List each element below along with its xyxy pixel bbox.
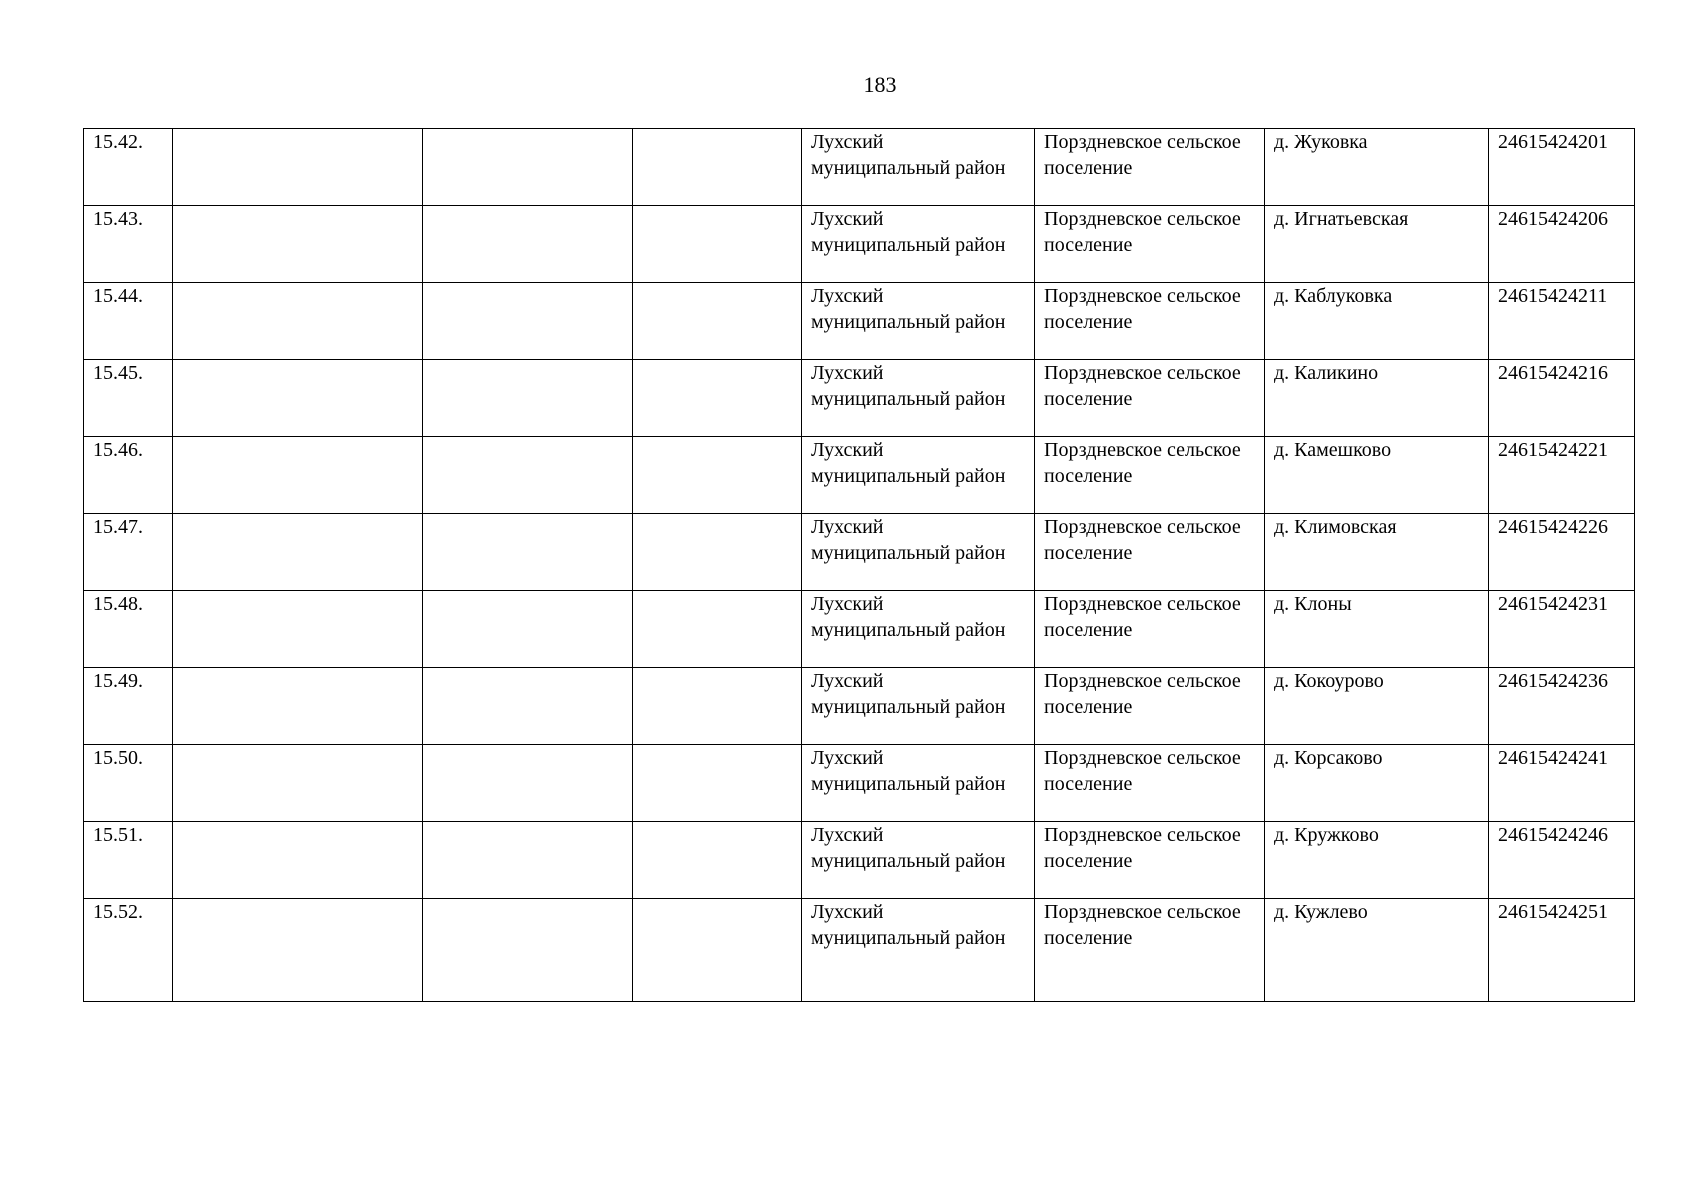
table-row [84, 360, 1635, 437]
row-number-cell: 15.45. [84, 360, 173, 437]
okato-code-cell: 24615424231 [1489, 591, 1635, 668]
empty-cell [173, 360, 423, 437]
village-cell: д. Кружково [1265, 822, 1489, 899]
settlement-cell: Порздневское сельское поселение [1035, 206, 1265, 283]
okato-code-cell: 24615424246 [1489, 822, 1635, 899]
empty-cell [423, 360, 633, 437]
empty-cell [173, 129, 423, 206]
okato-code-cell: 24615424236 [1489, 668, 1635, 745]
empty-cell [173, 668, 423, 745]
empty-cell [423, 514, 633, 591]
okato-code-cell: 24615424201 [1489, 129, 1635, 206]
table-row [84, 437, 1635, 514]
table-row [84, 283, 1635, 360]
settlement-cell: Порздневское сельское поселение [1035, 437, 1265, 514]
district-cell: Лухский муниципальный район [802, 591, 1035, 668]
settlement-cell: Порздневское сельское поселение [1035, 283, 1265, 360]
empty-cell [423, 283, 633, 360]
district-cell: Лухский муниципальный район [802, 129, 1035, 206]
village-cell: д. Камешково [1265, 437, 1489, 514]
okato-code-cell: 24615424251 [1489, 899, 1635, 1002]
empty-cell [633, 668, 802, 745]
okato-code-cell: 24615424206 [1489, 206, 1635, 283]
village-cell: д. Кокоурово [1265, 668, 1489, 745]
empty-cell [423, 745, 633, 822]
empty-cell [423, 591, 633, 668]
okato-code-cell: 24615424226 [1489, 514, 1635, 591]
row-number-cell: 15.42. [84, 129, 173, 206]
empty-cell [633, 745, 802, 822]
village-cell: д. Каблуковка [1265, 283, 1489, 360]
table-body [84, 129, 1635, 1002]
settlement-cell: Порздневское сельское поселение [1035, 668, 1265, 745]
settlement-cell: Порздневское сельское поселение [1035, 360, 1265, 437]
empty-cell [423, 129, 633, 206]
district-cell: Лухский муниципальный район [802, 360, 1035, 437]
row-number-cell: 15.46. [84, 437, 173, 514]
district-cell: Лухский муниципальный район [802, 745, 1035, 822]
settlement-cell: Порздневское сельское поселение [1035, 129, 1265, 206]
empty-cell [633, 822, 802, 899]
empty-cell [633, 899, 802, 1002]
row-number-cell: 15.50. [84, 745, 173, 822]
settlement-cell: Порздневское сельское поселение [1035, 591, 1265, 668]
empty-cell [633, 360, 802, 437]
district-cell: Лухский муниципальный район [802, 899, 1035, 1002]
settlement-cell: Порздневское сельское поселение [1035, 899, 1265, 1002]
empty-cell [173, 283, 423, 360]
row-number-cell: 15.52. [84, 899, 173, 1002]
okato-code-cell: 24615424211 [1489, 283, 1635, 360]
village-cell: д. Корсаково [1265, 745, 1489, 822]
empty-cell [423, 206, 633, 283]
empty-cell [173, 514, 423, 591]
table-row [84, 206, 1635, 283]
village-cell: д. Игнатьевская [1265, 206, 1489, 283]
district-cell: Лухский муниципальный район [802, 822, 1035, 899]
empty-cell [423, 437, 633, 514]
page-number: 183 [863, 72, 897, 97]
table-row [84, 668, 1635, 745]
settlement-cell: Порздневское сельское поселение [1035, 822, 1265, 899]
district-cell: Лухский муниципальный район [802, 283, 1035, 360]
district-cell: Лухский муниципальный район [802, 206, 1035, 283]
empty-cell [633, 206, 802, 283]
row-number-cell: 15.48. [84, 591, 173, 668]
empty-cell [633, 514, 802, 591]
row-number-cell: 15.51. [84, 822, 173, 899]
empty-cell [633, 591, 802, 668]
row-number-cell: 15.47. [84, 514, 173, 591]
district-cell: Лухский муниципальный район [802, 514, 1035, 591]
empty-cell [173, 899, 423, 1002]
empty-cell [173, 745, 423, 822]
empty-cell [173, 591, 423, 668]
settlement-cell: Порздневское сельское поселение [1035, 514, 1265, 591]
village-cell: д. Кужлево [1265, 899, 1489, 1002]
empty-cell [173, 437, 423, 514]
empty-cell [423, 822, 633, 899]
table-row [84, 591, 1635, 668]
empty-cell [423, 899, 633, 1002]
village-cell: д. Жуковка [1265, 129, 1489, 206]
okato-code-cell: 24615424241 [1489, 745, 1635, 822]
village-cell: д. Каликино [1265, 360, 1489, 437]
empty-cell [173, 822, 423, 899]
empty-cell [633, 437, 802, 514]
empty-cell [173, 206, 423, 283]
settlement-cell: Порздневское сельское поселение [1035, 745, 1265, 822]
settlement-registry-table [83, 128, 1635, 1002]
district-cell: Лухский муниципальный район [802, 437, 1035, 514]
empty-cell [633, 129, 802, 206]
empty-cell [633, 283, 802, 360]
okato-code-cell: 24615424221 [1489, 437, 1635, 514]
village-cell: д. Климовская [1265, 514, 1489, 591]
table-row [84, 899, 1635, 1002]
table-row [84, 514, 1635, 591]
row-number-cell: 15.44. [84, 283, 173, 360]
row-number-cell: 15.43. [84, 206, 173, 283]
table-row [84, 129, 1635, 206]
table-row [84, 745, 1635, 822]
okato-code-cell: 24615424216 [1489, 360, 1635, 437]
village-cell: д. Клоны [1265, 591, 1489, 668]
district-cell: Лухский муниципальный район [802, 668, 1035, 745]
row-number-cell: 15.49. [84, 668, 173, 745]
table-row [84, 822, 1635, 899]
empty-cell [423, 668, 633, 745]
